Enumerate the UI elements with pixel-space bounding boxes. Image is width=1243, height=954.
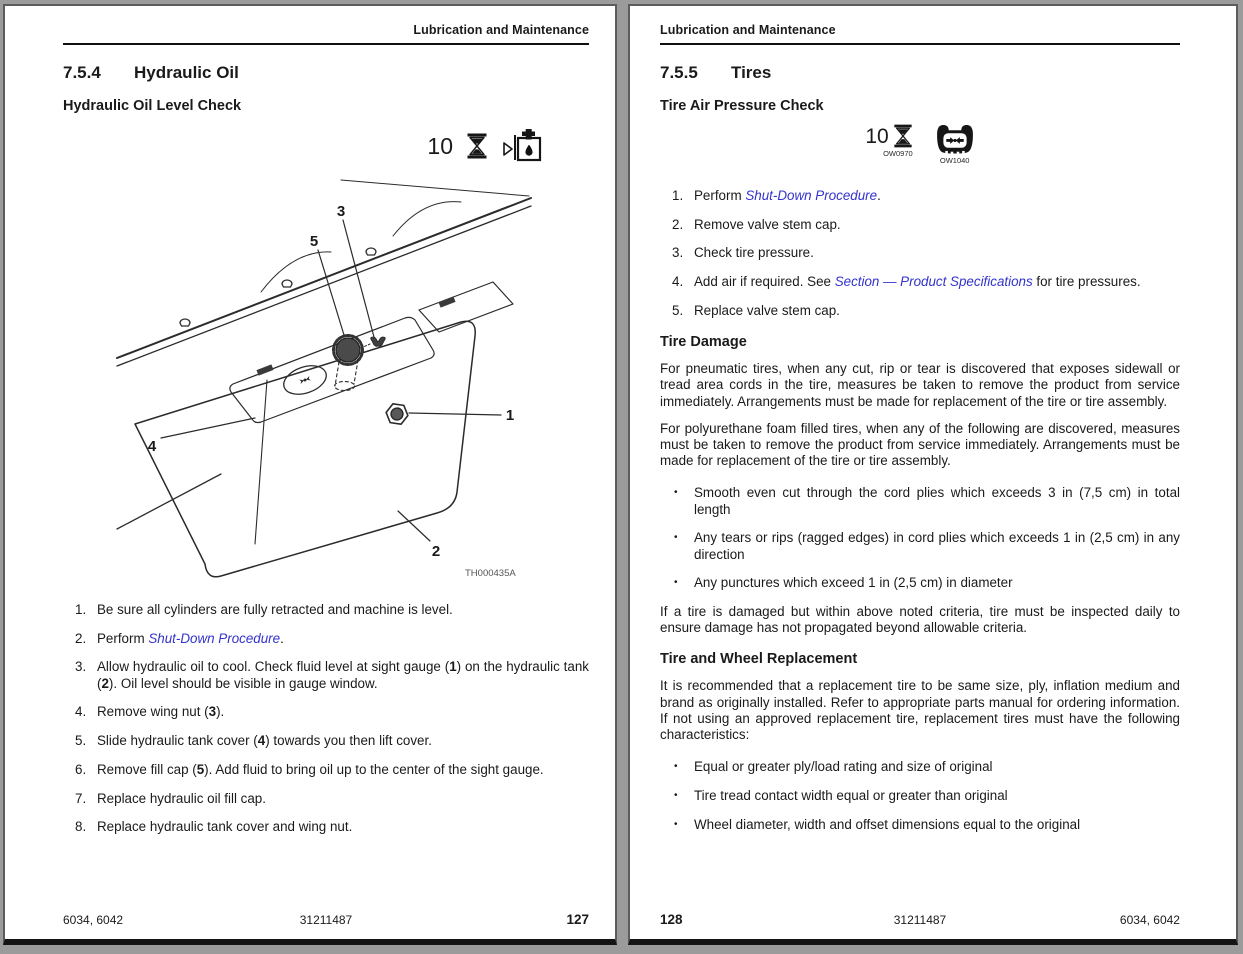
tire-damage-bullets: [660, 485, 1180, 591]
list-number: 3.: [672, 245, 684, 261]
list-number: 5.: [75, 733, 87, 749]
list-item: [63, 733, 589, 749]
list-item: [660, 303, 1180, 319]
bullet-icon: •: [674, 818, 678, 830]
text-run: for tire pressures.: [1032, 274, 1141, 290]
interval-hours-value: 10: [427, 132, 453, 159]
list-item: [63, 762, 589, 778]
paragraph: If a tire is damaged but within above noted criteria, tire must be inspected daily to ensure damage has not propagated beyond allowable criteria.: [660, 604, 1180, 636]
text-run: Equal or greater ply/load rating and size of original: [694, 759, 993, 775]
running-header: Lubrication and Maintenance: [660, 23, 836, 37]
cross-reference-link[interactable]: Shut-Down Procedure: [148, 630, 281, 646]
text-run: Replace valve stem cap.: [694, 302, 840, 318]
text-run: ). Add fluid to bring oil up to the center of the sight gauge.: [204, 761, 544, 777]
page-number: 128: [660, 912, 683, 927]
list-item-text: [694, 217, 1180, 233]
list-item: [63, 791, 589, 807]
header-rule: [660, 43, 1180, 45]
subsection-heading: Hydraulic Oil Level Check: [63, 98, 242, 114]
sight-gauge: [385, 403, 409, 425]
cross-reference-link[interactable]: Shut-Down Procedure: [745, 188, 878, 203]
list-number: 1.: [75, 602, 87, 617]
text-run: Remove valve stem cap.: [694, 216, 841, 232]
list-item: [660, 217, 1180, 233]
section-number: 7.5.4: [63, 63, 101, 82]
list-item: [660, 485, 1180, 517]
bullet-icon: •: [674, 790, 678, 802]
paragraph: For pneumatic tires, when any cut, rip or tear is discovered that exposes sidewall or tread area cords in the tire, measures be taken to remove the product from service immediately. Arrangements must be made for replacement of the tire or tire assembly.: [660, 361, 1180, 409]
figure-label: TH000435A: [465, 568, 516, 579]
list-item: [660, 188, 1180, 204]
tire-wheel-replacement-heading: Tire and Wheel Replacement: [660, 651, 858, 668]
icon-caption: OW1040: [939, 156, 970, 165]
running-header: Lubrication and Maintenance: [413, 23, 589, 37]
hydraulic-oil-level-check-icon: [501, 128, 543, 164]
text-run: Slide hydraulic tank cover (: [97, 733, 258, 749]
list-item: [660, 788, 1180, 804]
list-item-text: [694, 485, 1180, 517]
text-run: Replace hydraulic tank cover and wing nut.: [97, 819, 353, 835]
text-run: ) on the hydraulic tank (: [97, 659, 589, 691]
text-run: Replace hydraulic oil fill cap.: [97, 790, 266, 806]
text-run: Be sure all cylinders are fully retracted and machine is level.: [97, 602, 453, 617]
section-title: Tires: [731, 63, 772, 82]
paragraph: It is recommended that a replacement tire to be same size, ply, inflation medium and brand as originally installed. Refer to appropriate parts manual for ordering information. If not using an approved replacement tire, replacement tires must have the following characteristics:: [660, 678, 1180, 743]
footer-models: 6034, 6042: [1119, 913, 1180, 927]
bullet-icon: •: [674, 761, 678, 773]
list-item-text: [694, 788, 1180, 804]
list-item-text: [97, 733, 589, 749]
list-number: 7.: [75, 790, 87, 806]
list-item-text: [694, 245, 1180, 261]
callout-2: 2: [431, 543, 441, 560]
text-run: .: [280, 630, 284, 646]
hydraulic-tank-drawing: [115, 172, 539, 586]
footer-models: 6034, 6042: [63, 913, 124, 927]
callout-5: 5: [309, 233, 319, 250]
tire-icon-group: [935, 124, 975, 165]
list-number: 2.: [75, 630, 87, 646]
text-run: Tire tread contact width equal or greater than original: [694, 788, 1008, 804]
list-item-text: [97, 602, 589, 618]
bullet-icon: •: [674, 532, 678, 544]
text-run: Check tire pressure.: [694, 245, 814, 261]
text-run: Smooth even cut through the cord plies which exceeds 3 in (7,5 cm) in total length: [694, 485, 1180, 517]
list-item: [63, 659, 589, 691]
bolt-heads: [180, 248, 376, 326]
list-item-text: [694, 817, 1180, 833]
text-run: Perform: [97, 630, 149, 646]
text-run: Any punctures which exceed 1 in (2,5 cm) in diameter: [694, 575, 1013, 591]
list-item-text: [694, 188, 1180, 204]
list-item: [63, 602, 589, 618]
callout-reference: 1: [449, 659, 457, 675]
list-number: 1.: [672, 188, 684, 203]
text-run: ) towards you then lift cover.: [265, 733, 432, 749]
list-number: 8.: [75, 819, 87, 835]
bullet-icon: •: [674, 487, 678, 499]
footer-part-number: 31211487: [893, 913, 947, 927]
list-item: [660, 817, 1180, 833]
list-item-text: [694, 303, 1180, 319]
wing-nut: [371, 337, 386, 346]
callout-reference: 3: [208, 704, 217, 720]
list-item-text: [97, 791, 589, 807]
list-item: [63, 704, 589, 720]
list-item-text: [97, 819, 589, 835]
text-run: ).: [216, 704, 225, 720]
list-item-text: [97, 704, 589, 720]
bullet-icon: •: [674, 577, 678, 589]
manual-page-127: [3, 4, 617, 945]
interval-icon-group: [865, 124, 912, 158]
page-content-left: [5, 6, 615, 939]
sight-gauge-decal: [280, 361, 330, 400]
list-item: [660, 245, 1180, 261]
text-run: ). Oil level should be visible in gauge window.: [108, 675, 378, 691]
list-number: 6.: [75, 761, 87, 777]
list-item: [63, 819, 589, 835]
section-heading: [63, 63, 589, 83]
list-item-text: [97, 659, 589, 691]
list-item-text: [694, 759, 1180, 775]
callout-reference: 4: [257, 733, 266, 749]
procedure-steps: [63, 602, 589, 835]
hourglass-icon: [893, 124, 913, 148]
section-title: Hydraulic Oil: [134, 63, 239, 82]
list-item-text: [97, 631, 589, 647]
text-run: .: [877, 188, 881, 203]
list-item-text: [694, 530, 1180, 562]
paragraph: For polyurethane foam filled tires, when any of the following are discovered, measures must be taken to remove the product from service immediately. Arrangements must be made for replacement of the tire or tire assembly.: [660, 420, 1180, 469]
page-footer: [63, 912, 589, 927]
list-item: [660, 274, 1180, 290]
list-item: [660, 530, 1180, 562]
list-item: [660, 759, 1180, 775]
text-run: Wheel diameter, width and offset dimensions equal to the original: [694, 816, 1081, 832]
footer-part-number: 31211487: [299, 913, 353, 927]
list-number: 5.: [672, 302, 684, 318]
section-heading: [660, 63, 1180, 83]
callout-3: 3: [336, 203, 346, 220]
list-item: [660, 575, 1180, 591]
page-number: 127: [566, 912, 589, 927]
list-item-text: [97, 762, 589, 778]
list-number: 4.: [75, 704, 87, 720]
procedure-steps: [660, 188, 1180, 319]
page-content-right: [630, 6, 1236, 939]
tire-pressure-icon: [935, 124, 975, 155]
list-number: 4.: [672, 274, 684, 290]
maintenance-interval-icons: [660, 124, 1180, 172]
tire-damage-heading: Tire Damage: [660, 334, 747, 351]
replacement-bullets: [660, 759, 1180, 833]
callout-1: 1: [505, 407, 515, 424]
callout-reference: 2: [101, 675, 109, 691]
manual-page-128: [628, 4, 1238, 945]
cross-reference-link[interactable]: Section — Product Specifications: [834, 274, 1033, 290]
hydraulic-tank-figure: [115, 172, 539, 586]
hourglass-icon: [466, 133, 488, 159]
subsection-heading: Tire Air Pressure Check: [660, 98, 824, 114]
callout-leaders: [161, 220, 501, 541]
fill-cap: [336, 338, 360, 362]
callout-4: 4: [147, 438, 157, 455]
list-item-text: [694, 274, 1180, 290]
text-run: Remove wing nut (: [97, 704, 209, 720]
list-item: [63, 631, 589, 647]
text-run: Remove fill cap (: [97, 761, 197, 777]
header-rule: [63, 43, 589, 45]
list-number: 2.: [672, 216, 684, 232]
section-number: 7.5.5: [660, 63, 698, 82]
text-run: Perform: [694, 188, 746, 203]
text-run: Any tears or rips (ragged edges) in cord plies which exceeds 1 in (2,5 cm) in any direction: [694, 530, 1180, 562]
text-run: Allow hydraulic oil to cool. Check fluid level at sight gauge (: [97, 659, 450, 675]
maintenance-interval-icons: [63, 124, 589, 168]
page-footer: [660, 912, 1180, 927]
icon-caption: OW0970: [883, 149, 913, 158]
text-run: Add air if required. See: [694, 274, 835, 290]
callout-reference: 5: [196, 761, 205, 777]
list-number: 3.: [75, 659, 87, 675]
interval-hours-value: 10: [865, 124, 889, 148]
list-item-text: [694, 575, 1180, 591]
